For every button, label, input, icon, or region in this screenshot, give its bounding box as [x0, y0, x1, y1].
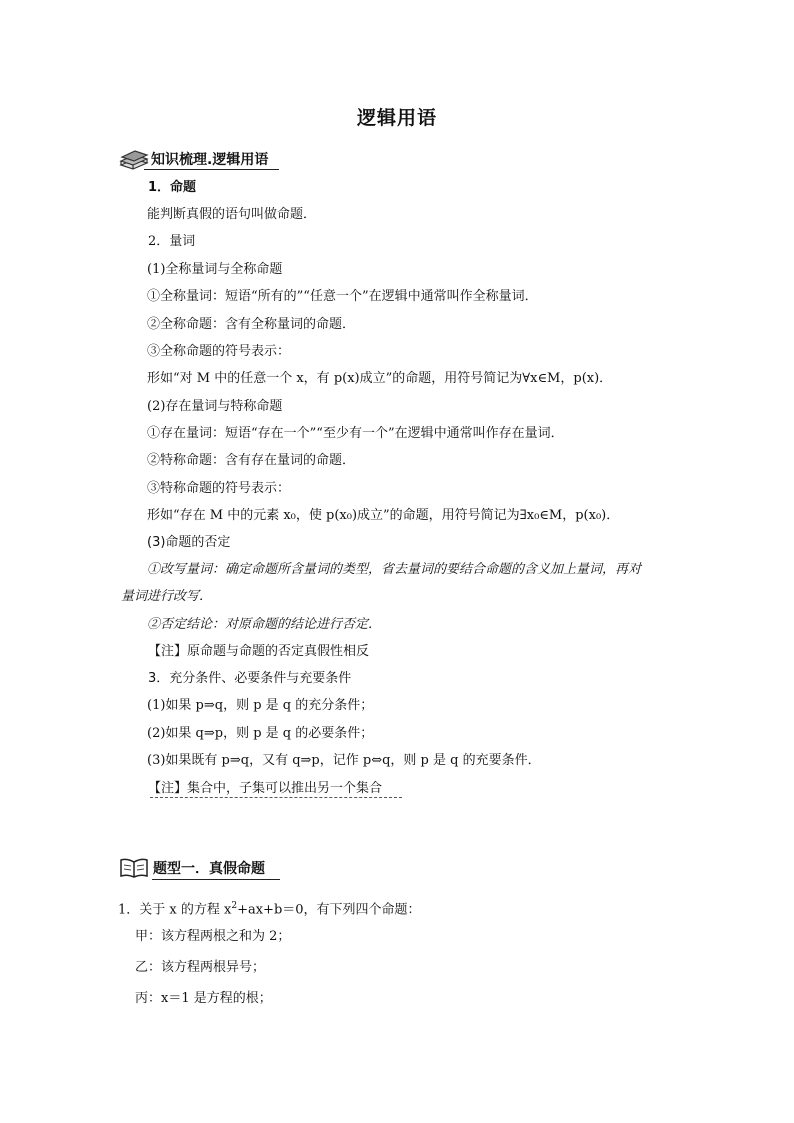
text-line: (1)如果 p⇒q，则 p 是 q 的充分条件；: [147, 698, 374, 713]
text-line: ①全称量词：短语“所有的”“任意一个”在逻辑中通常叫作全称量词．: [147, 289, 538, 304]
text-line: (1)全称量词与全称命题: [147, 262, 283, 277]
open-book-icon: [119, 857, 149, 879]
text-line: ③特称命题的符号表示：: [147, 481, 291, 496]
text-line: (3)命题的否定: [147, 535, 231, 550]
heading-proposition: 1．命题: [148, 180, 197, 195]
text-line: ①改写量词：确定命题所含量词的类型，省去量词的要结合命题的含义加上量词，再对: [147, 562, 642, 577]
text-line: ③全称命题的符号表示：: [147, 344, 291, 359]
text-line: (2)如果 q⇒p，则 p 是 q 的必要条件；: [147, 726, 374, 741]
text-line: (2)存在量词与特称命题: [147, 399, 283, 414]
text-line: ②特称命题：含有存在量词的命题．: [147, 453, 356, 468]
section-heading-knowledge: [119, 148, 268, 170]
note-line: 【注】原命题与命题的否定真假性相反: [148, 644, 370, 659]
text-line: 形如“存在 M 中的元素 x₀，使 p(x₀)成立”的命题，用符号简记为∃x₀∈M，p(x₀)．: [147, 508, 620, 523]
note-line: 【注】集合中，子集可以推出另一个集合: [148, 781, 383, 796]
page-title: 逻辑用语: [356, 107, 437, 129]
text-line: 量词进行改写．: [121, 589, 213, 604]
note-underline: [150, 797, 402, 798]
question-stem: 1．关于 x 的方程 $x^2+ax+b=0$，有下列四个命题：: [118, 901, 421, 918]
text-line: ①存在量词：短语“存在一个”“至少有一个”在逻辑中通常叫作存在量词．: [147, 426, 564, 441]
text-line: ②否定结论：对原命题的结论进行否定．: [147, 617, 382, 632]
books-icon: [119, 148, 149, 170]
section-heading-underline: [144, 169, 279, 170]
section-heading-question-type: [119, 857, 265, 879]
section-heading-label: 题型一．真假命题: [153, 861, 265, 877]
heading-quantifier: 2．量词: [148, 234, 196, 249]
question-item: 甲：该方程两根之和为 2；: [135, 929, 291, 944]
heading-conditions: 3．充分条件、必要条件与充要条件: [148, 671, 352, 686]
section-heading-label: 知识梳理.逻辑用语: [151, 152, 269, 168]
text-line: 形如“对 M 中的任意一个 x，有 p(x)成立”的命题，用符号简记为∀x∈M，p(x)．: [147, 371, 613, 386]
text-line: 能判断真假的语句叫做命题．: [147, 207, 317, 222]
text-line: ②全称命题：含有全称量词的命题．: [147, 317, 356, 332]
question-item: 丙：x＝1 是方程的根；: [135, 991, 272, 1006]
section-heading-underline: [152, 879, 280, 880]
text-line: (3)如果既有 p⇒q，又有 q⇒p，记作 p⇔q，则 p 是 q 的充要条件．: [147, 753, 541, 768]
question-item: 乙：该方程两根异号；: [135, 960, 266, 975]
